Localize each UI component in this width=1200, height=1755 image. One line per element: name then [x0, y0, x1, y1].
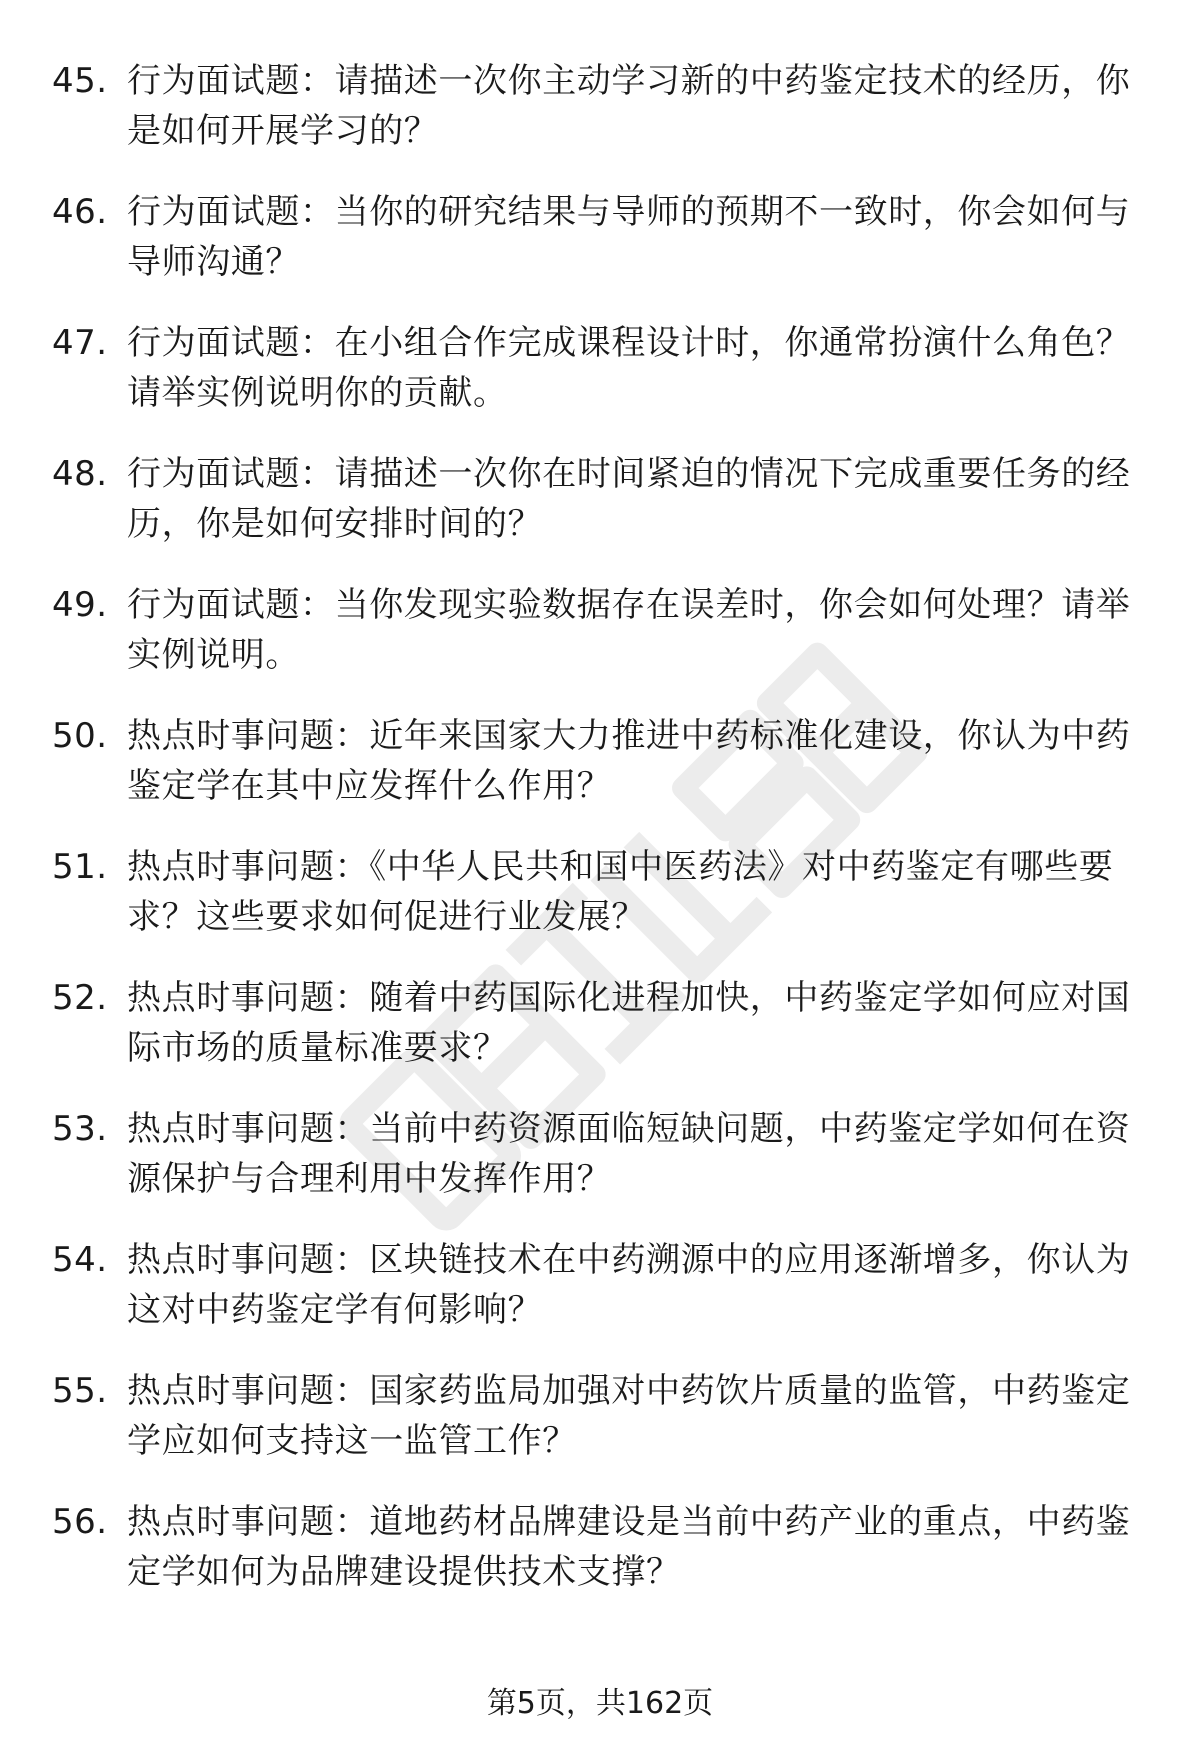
- question-number: 55.: [52, 1371, 108, 1411]
- question-number: 56.: [52, 1502, 108, 1542]
- question-text: 热点时事问题：当前中药资源面临短缺问题，中药鉴定学如何在资源保护与合理利用中发挥作用？: [127, 1109, 1131, 1199]
- question-text: 热点时事问题：国家药监局加强对中药饮片质量的监管，中药鉴定学应如何支持这一监管工作？: [127, 1371, 1131, 1461]
- question-item: [52, 56, 1152, 187]
- question-item: [52, 1235, 1152, 1366]
- question-list: [52, 56, 1152, 1628]
- question-text: 热点时事问题：近年来国家大力推进中药标准化建设，你认为中药鉴定学在其中应发挥什么作用？: [127, 716, 1131, 806]
- question-item: [52, 449, 1152, 580]
- question-number: 52.: [52, 978, 108, 1018]
- question-number: 48.: [52, 454, 108, 494]
- question-text: 热点时事问题：区块链技术在中药溯源中的应用逐渐增多，你认为这对中药鉴定学有何影响？: [127, 1240, 1131, 1330]
- question-number: 49.: [52, 585, 108, 625]
- question-text: 行为面试题：当你发现实验数据存在误差时，你会如何处理？请举实例说明。: [127, 585, 1131, 675]
- question-number: 47.: [52, 323, 108, 363]
- question-item: [52, 580, 1152, 711]
- question-item: [52, 842, 1152, 973]
- question-item: [52, 1366, 1152, 1497]
- question-number: 53.: [52, 1109, 108, 1149]
- question-number: 46.: [52, 192, 108, 232]
- question-number: 45.: [52, 61, 108, 101]
- question-text: 行为面试题：请描述一次你在时间紧迫的情况下完成重要任务的经历，你是如何安排时间的？: [127, 454, 1131, 544]
- question-number: 50.: [52, 716, 108, 756]
- question-text: 行为面试题：在小组合作完成课程设计时，你通常扮演什么角色？请举实例说明你的贡献。: [127, 323, 1131, 413]
- question-text: 行为面试题：请描述一次你主动学习新的中药鉴定技术的经历，你是如何开展学习的？: [127, 61, 1131, 151]
- question-item: [52, 1104, 1152, 1235]
- question-text: 热点时事问题：道地药材品牌建设是当前中药产业的重点，中药鉴定学如何为品牌建设提供技术支撑？: [127, 1502, 1131, 1592]
- question-number: 51.: [52, 847, 108, 887]
- question-text: 热点时事问题：《中华人民共和国中医药法》对中药鉴定有哪些要求？这些要求如何促进行业发展？: [127, 847, 1114, 937]
- question-item: [52, 711, 1152, 842]
- page-footer: 第5页，共162页: [486, 1686, 714, 1721]
- question-item: [52, 973, 1152, 1104]
- question-item: [52, 1497, 1152, 1628]
- question-text: 热点时事问题：随着中药国际化进程加快，中药鉴定学如何应对国际市场的质量标准要求？: [127, 978, 1131, 1068]
- question-item: [52, 187, 1152, 318]
- question-text: 行为面试题：当你的研究结果与导师的预期不一致时，你会如何与导师沟通？: [127, 192, 1131, 282]
- question-number: 54.: [52, 1240, 108, 1280]
- question-item: [52, 318, 1152, 449]
